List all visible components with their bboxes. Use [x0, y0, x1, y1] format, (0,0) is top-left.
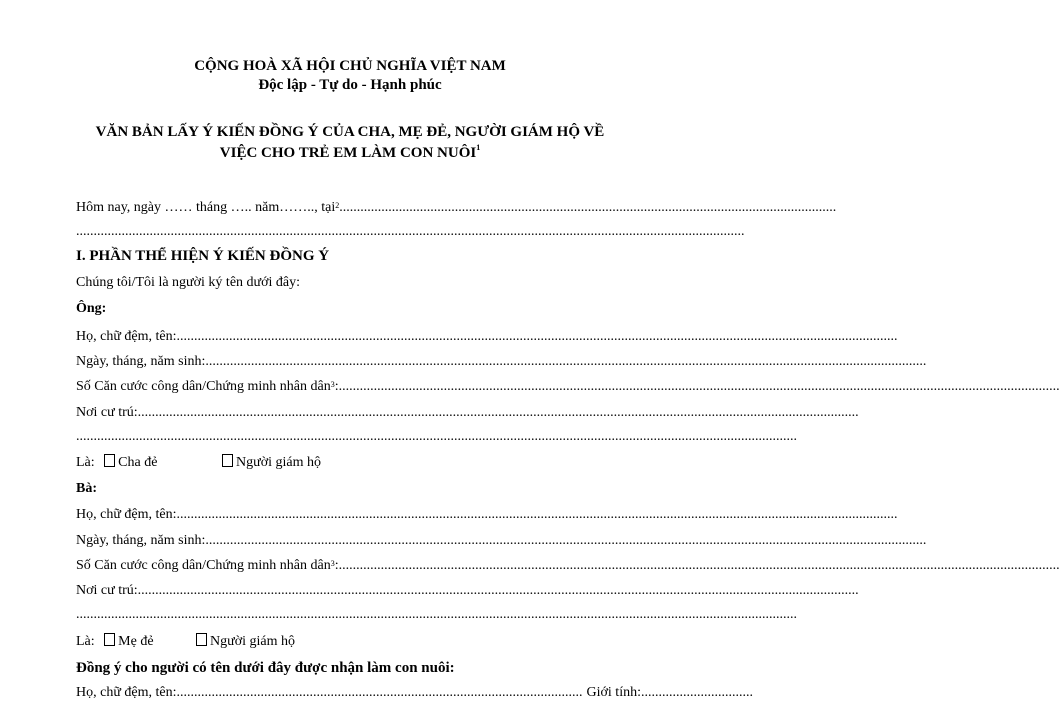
intro-line	[76, 199, 837, 217]
mother-option-me-de-label: Mẹ đẻ	[118, 634, 154, 649]
father-dob-label: Ngày, tháng, năm sinh:	[76, 354, 206, 369]
mother-id-row	[76, 557, 1060, 575]
mother-role-label: Là:	[76, 634, 95, 649]
mother-residence-continuation-field[interactable]	[76, 606, 797, 624]
mother-dob-field[interactable]: ..............................................................................................................................................................................................................	[205, 533, 927, 548]
father-id-colon: :	[334, 379, 339, 394]
intro-text: Hôm nay, ngày …… tháng ….. năm…….., tại	[76, 200, 336, 215]
father-role-label: Là:	[76, 455, 95, 470]
checkbox-icon[interactable]	[196, 633, 207, 646]
checkbox-icon[interactable]	[104, 633, 115, 646]
intro-continuation-field[interactable]	[76, 223, 745, 241]
father-residence-field[interactable]: ..............................................................................................................................................................................................................	[137, 405, 859, 420]
mother-role-row	[76, 633, 634, 651]
father-option-guardian-label: Người giám hộ	[236, 455, 321, 470]
mother-residence-field[interactable]: ..............................................................................................................................................................................................................	[137, 583, 859, 598]
document-title-line2	[0, 145, 700, 162]
mother-name-label: Họ, chữ đệm, tên:	[76, 507, 177, 522]
father-option-cha-de[interactable]	[104, 454, 157, 472]
mother-residence-dots: ..............................................................................................................................................................................................................	[76, 607, 797, 622]
father-name-label: Họ, chữ đệm, tên:	[76, 329, 177, 344]
section-intro: Chúng tôi/Tôi là người ký tên dưới đây:	[76, 275, 301, 290]
mother-name-row	[76, 506, 898, 524]
intro-dots-line: ...............................................................................................................................................................................................	[76, 224, 745, 239]
mother-id-colon: :	[334, 558, 339, 573]
father-residence-continuation-field[interactable]	[76, 428, 797, 446]
father-id-row	[76, 378, 1060, 396]
mother-name-field[interactable]: ..............................................................................................................................................................................................................	[176, 507, 898, 522]
document-title-line2-text: VIỆC CHO TRẺ EM LÀM CON NUÔI	[219, 145, 477, 161]
national-motto: Độc lập - Tự do - Hạnh phúc	[258, 77, 442, 93]
footnote-ref-2: 2	[335, 201, 340, 210]
father-dob-row	[76, 353, 927, 371]
footnote-ref-3: 3	[330, 380, 335, 389]
intro-place-field[interactable]: ..............................................................................................................................................	[339, 200, 837, 215]
father-label: Ông:	[76, 301, 107, 316]
mother-dob-row	[76, 532, 927, 550]
mother-dob-label: Ngày, tháng, năm sinh:	[76, 533, 206, 548]
checkbox-icon[interactable]	[222, 454, 233, 467]
document-title-line1: VĂN BẢN LẤY Ý KIẾN ĐỒNG Ý CỦA CHA, MẸ ĐẺ, NGƯỜI GIÁM HỘ VỀ	[95, 124, 605, 140]
mother-option-guardian[interactable]	[196, 633, 295, 651]
father-option-guardian[interactable]	[222, 454, 321, 472]
footnote-ref-1: 1	[476, 143, 481, 152]
national-title: CỘNG HOÀ XÃ HỘI CHỦ NGHĨA VIỆT NAM	[194, 58, 506, 74]
checkbox-icon[interactable]	[104, 454, 115, 467]
mother-residence-label: Nơi cư trú:	[76, 583, 138, 598]
father-option-cha-de-label: Cha đẻ	[118, 455, 158, 470]
mother-label: Bà:	[76, 481, 97, 496]
adoptee-gender-field[interactable]: ................................	[640, 685, 753, 700]
adoptee-name-field[interactable]: ....................................................................................................................	[176, 685, 583, 700]
mother-id-field[interactable]: ..............................................................................................................................................................................................................	[338, 558, 1060, 573]
father-name-row	[76, 328, 898, 346]
father-residence-dots: ..............................................................................................................................................................................................................	[76, 429, 797, 444]
father-dob-field[interactable]: ..............................................................................................................................................................................................................	[205, 354, 927, 369]
father-id-label: Số Căn cước công dân/Chứng minh nhân dân	[76, 379, 331, 394]
mother-residence-row	[76, 582, 859, 600]
father-id-field[interactable]: ..............................................................................................................................................................................................................	[338, 379, 1060, 394]
father-residence-row	[76, 404, 859, 422]
adoptee-row	[76, 684, 753, 702]
mother-option-me-de[interactable]	[104, 633, 153, 651]
father-residence-label: Nơi cư trú:	[76, 405, 138, 420]
adoptee-name-label: Họ, chữ đệm, tên:	[76, 685, 177, 700]
mother-id-label: Số Căn cước công dân/Chứng minh nhân dân	[76, 558, 331, 573]
consent-heading: Đồng ý cho người có tên dưới đây được nhận làm con nuôi:	[76, 660, 455, 676]
mother-option-guardian-label: Người giám hộ	[210, 634, 295, 649]
footnote-ref-3: 3	[330, 559, 335, 568]
father-name-field[interactable]: ..............................................................................................................................................................................................................	[176, 329, 898, 344]
section-heading-consent: I. PHẦN THỂ HIỆN Ý KIẾN ĐỒNG Ý	[76, 248, 330, 264]
adoptee-gender-label: Giới tính:	[586, 685, 641, 700]
father-role-row	[76, 454, 634, 472]
